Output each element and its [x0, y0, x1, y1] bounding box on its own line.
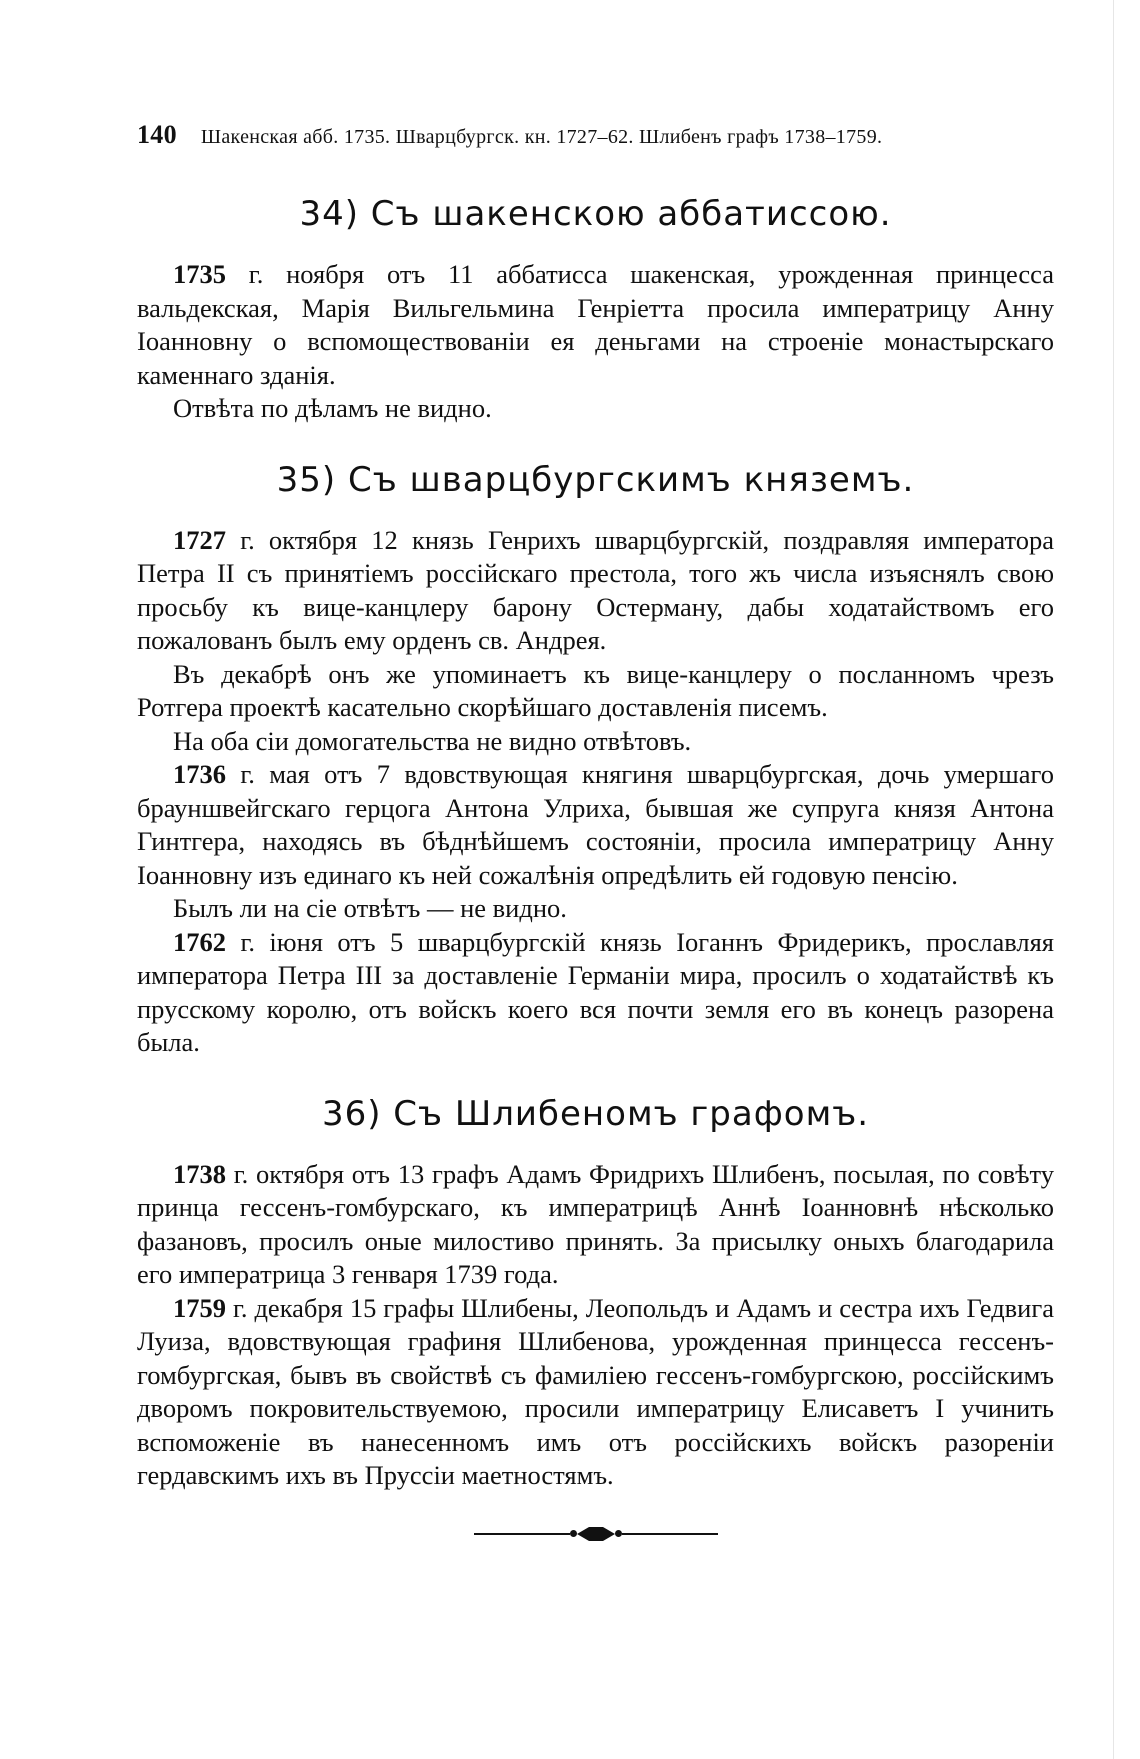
- paragraph-text: г. ноября отъ 11 аббатисса шакенская, урожденная принцесса вальдекская, Марія Вильгельмина Генріетта просила императрицу Анну Іоанновну о вспомоществованіи ея деньгами на строеніе монастырскаго каменнаго зданія.: [137, 259, 1054, 390]
- paragraph: [137, 892, 1054, 926]
- year-label: 1736: [173, 759, 226, 789]
- section-36: [137, 1094, 1054, 1493]
- ornament-rule-right: [622, 1533, 718, 1535]
- year-label: 1759: [173, 1292, 226, 1323]
- paragraph-text: г. декабря 15 графы Шлибены, Леопольдъ и Адамъ и сестра ихъ Гедвига Луиза, вдовствующая графиня Шлибенова, урожденная принцесса гессенъ-гомбургская, бывъ въ свойствѣ съ фамиліею гессенъ-гомбургскою, россійскимъ дворомъ покровительствуемою, просили императрицу Елисаветъ I учинить вспоможеніе въ нанесенномъ имъ отъ россійскихъ войскъ разореніи гердавскимъ ихъ въ Пруссіи маетностямъ.: [137, 1292, 1054, 1490]
- paragraph-text: Въ декабрѣ онъ же упоминаетъ къ вице-канцлеру о посланномъ чрезъ Ротгера проектѣ касательно скорѣйшаго доставленія писемъ.: [137, 658, 1054, 722]
- paragraph: [137, 658, 1054, 725]
- paragraph: [137, 725, 1054, 759]
- year-label: 1762: [173, 926, 226, 957]
- paragraph-text: г. іюня отъ 5 шварцбургскій князь Іоганнъ Фридерикъ, прославляя императора Петра III за доставленіе Германіи мира, просилъ о ходатайствѣ къ прусскому королю, отъ войскъ коего вся почти земля его въ конецъ разорена была.: [137, 926, 1054, 1057]
- paragraph: [137, 524, 1054, 658]
- ornament-arrow-right-icon: [603, 1527, 615, 1541]
- paragraph: [137, 758, 1054, 892]
- paragraph: [137, 392, 1054, 426]
- running-title: Шакенская абб. 1735. Шварцбургск. кн. 1727–62. Шлибенъ графъ 1738–1759.: [200, 126, 883, 148]
- book-page: [137, 120, 1054, 1541]
- end-ornament: [137, 1527, 1054, 1541]
- section-heading: 34) Съ шакенскою аббатиссою.: [299, 194, 892, 234]
- page-edge-line: [1113, 0, 1114, 1759]
- running-header: [137, 120, 1054, 150]
- year-label: 1727: [173, 524, 226, 555]
- paragraph-text: Отвѣта по дѣламъ не видно.: [173, 393, 492, 423]
- ornament-dot-icon: [570, 1530, 577, 1537]
- section-heading: 36) Съ Шлибеномъ графомъ.: [321, 1093, 870, 1134]
- section-heading: 35) Съ шварцбургскимъ княземъ.: [276, 459, 915, 500]
- year-label: 1738: [173, 1158, 226, 1189]
- page-number: 140: [137, 120, 177, 149]
- ornament-block-icon: [589, 1527, 603, 1541]
- ornament-arrow-left-icon: [577, 1527, 589, 1541]
- paragraph-text: Былъ ли на сіе отвѣтъ — не видно.: [173, 893, 567, 923]
- paragraph-text: г. мая отъ 7 вдовствующая княгиня шварцбургская, дочь умершаго брауншвейгскаго герцога Антона Улриха, бывшая же супруга князя Антона Гинтгера, находясь въ бѣднѣйшемъ состояніи, просила императрицу Анну Іоанновну изъ единаго къ ней сожалѣнія опредѣлить ей годовую пенсію.: [137, 759, 1054, 890]
- ornament-dot-icon: [615, 1530, 622, 1537]
- paragraph-text: г. октября отъ 13 графъ Адамъ Фридрихъ Шлибенъ, посылая, по совѣту принца гессенъ-гомбурскаго, къ императрицѣ Аннѣ Іоанновнѣ нѣсколько фазановъ, просилъ оные милостиво принять. За присылку оныхъ благодарила его императрица 3 генваря 1739 года.: [137, 1158, 1054, 1289]
- paragraph: [137, 926, 1054, 1060]
- paragraph: [137, 1158, 1054, 1292]
- year-label: 1735: [173, 259, 226, 289]
- paragraph-text: На оба сіи домогательства не видно отвѣтовъ.: [173, 725, 692, 756]
- paragraph: [137, 1292, 1054, 1493]
- section-35: [137, 460, 1054, 1060]
- ornament-rule-left: [474, 1533, 570, 1535]
- paragraph: [137, 258, 1054, 392]
- paragraph-text: г. октября 12 князь Генрихъ шварцбургскій, поздравляя императора Петра II съ принятіемъ россійскаго престола, того жъ числа изъяснялъ свою просьбу къ вице-канцлеру барону Остерману, дабы ходатайствомъ его пожалованъ былъ ему орденъ св. Андрея.: [137, 524, 1054, 655]
- section-34: [137, 194, 1054, 426]
